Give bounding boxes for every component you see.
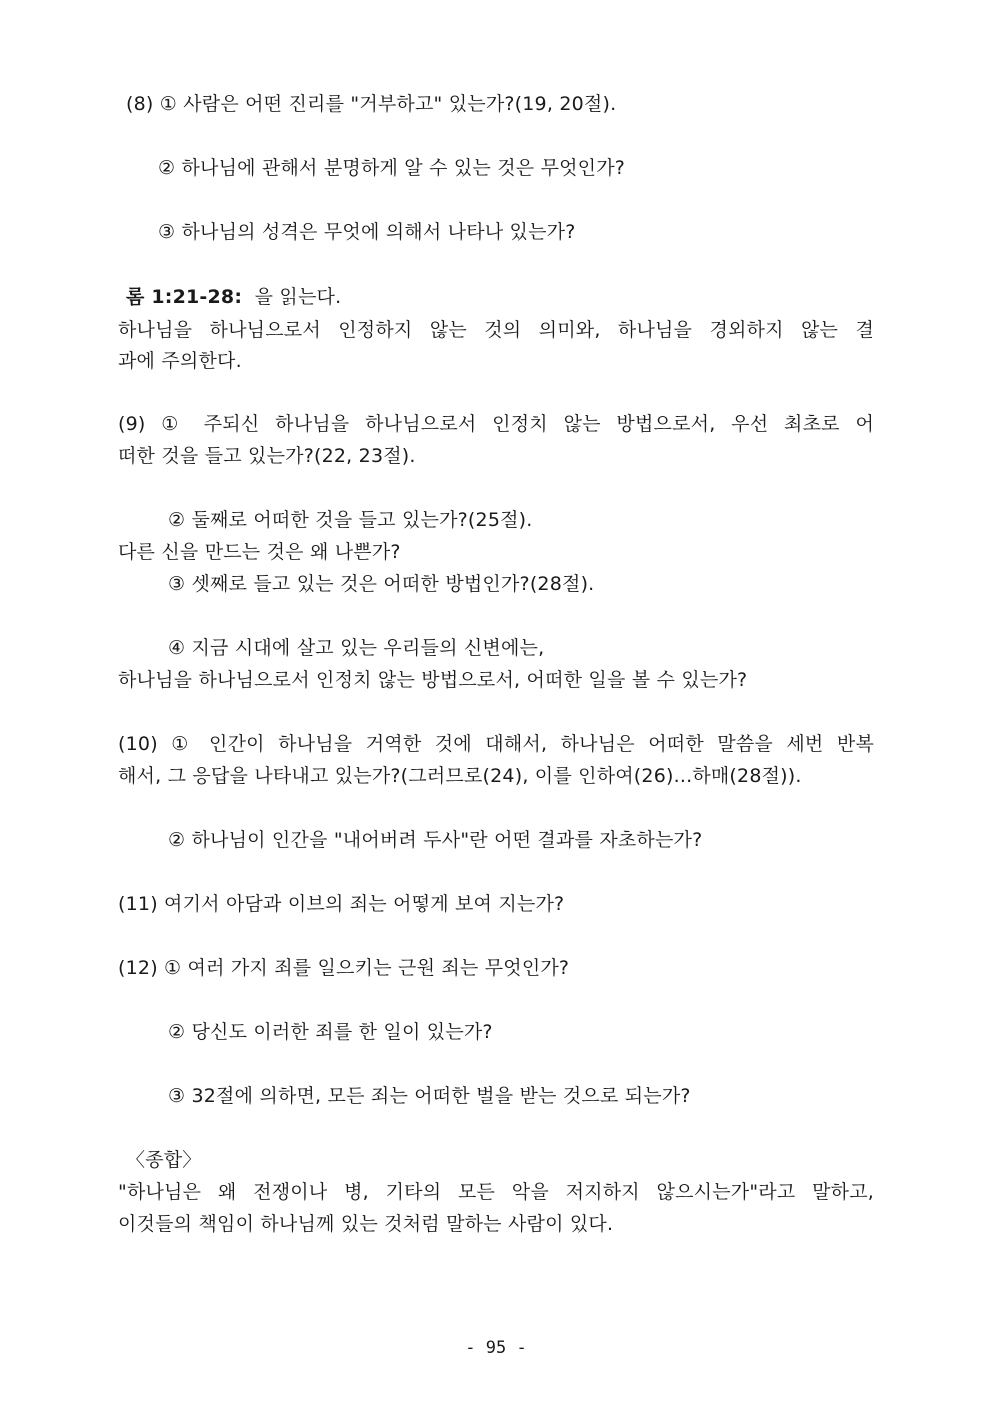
summary-line-1: "하나님은 왜 전쟁이나 병, 기타의 모든 악을 저지하지 않으시는가"라고 말하고,: [118, 1181, 874, 1203]
page-number: - 95 -: [465, 1338, 527, 1358]
question-12-2: ② 당신도 이러한 죄를 한 일이 있는가?: [168, 1021, 493, 1043]
question-8-1: (8) ① 사람은 어떤 진리를 "거부하고" 있는가?(19, 20절).: [126, 93, 617, 115]
question-12-1: (12) ① 여러 가지 죄를 일으키는 근원 죄는 무엇인가?: [118, 957, 570, 979]
question-9-1-line-2: 떠한 것을 들고 있는가?(22, 23절).: [118, 445, 416, 467]
question-9-1-line-1: (9) ① 주되신 하나님을 하나님으로서 인정치 않는 방법으로서, 우선 최초로 어: [118, 413, 874, 435]
summary-line-2: 이것들의 책임이 하나님께 있는 것처럼 말하는 사람이 있다.: [118, 1213, 614, 1235]
scripture-reference-line: [126, 285, 341, 309]
reading-note-line-1: 하나님을 하나님으로서 인정하지 않는 것의 의미와, 하나님을 경외하지 않는 결: [118, 319, 874, 341]
question-12-3: ③ 32절에 의하면, 모든 죄는 어떠한 벌을 받는 것으로 되는가?: [168, 1085, 691, 1107]
question-10-1-line-1: (10) ① 인간이 하나님을 거역한 것에 대해서, 하나님은 어떠한 말씀을 세번 반복: [118, 733, 874, 755]
question-8-3: ③ 하나님의 성격은 무엇에 의해서 나타나 있는가?: [158, 221, 576, 243]
question-9-2-sub: 다른 신을 만드는 것은 왜 나쁜가?: [118, 541, 401, 563]
reading-note-line-2: 과에 주의한다.: [118, 350, 242, 372]
question-8-2: ② 하나님에 관해서 분명하게 알 수 있는 것은 무엇인가?: [158, 157, 626, 179]
question-9-4-line-1: ④ 지금 시대에 살고 있는 우리들의 신변에는,: [168, 637, 545, 659]
question-9-2: ② 둘째로 어떠한 것을 들고 있는가?(25절).: [168, 509, 533, 531]
question-10-1-line-2: 해서, 그 응답을 나타내고 있는가?(그러므로(24), 이를 인하여(26)...하매(28절)).: [118, 765, 802, 787]
question-9-3: ③ 셋째로 들고 있는 것은 어떠한 방법인가?(28절).: [168, 573, 595, 595]
summary-heading: 〈종합〉: [126, 1149, 202, 1171]
reading-instruction: 을 읽는다.: [254, 286, 342, 308]
question-9-4-line-2: 하나님을 하나님으로서 인정치 않는 방법으로서, 어떠한 일을 볼 수 있는가?: [118, 669, 748, 691]
scripture-reference: 롬 1:21-28:: [126, 286, 243, 308]
question-11: (11) 여기서 아담과 이브의 죄는 어떻게 보여 지는가?: [118, 893, 565, 915]
question-10-2: ② 하나님이 인간을 "내어버려 두사"란 어떤 결과를 자초하는가?: [168, 829, 703, 851]
